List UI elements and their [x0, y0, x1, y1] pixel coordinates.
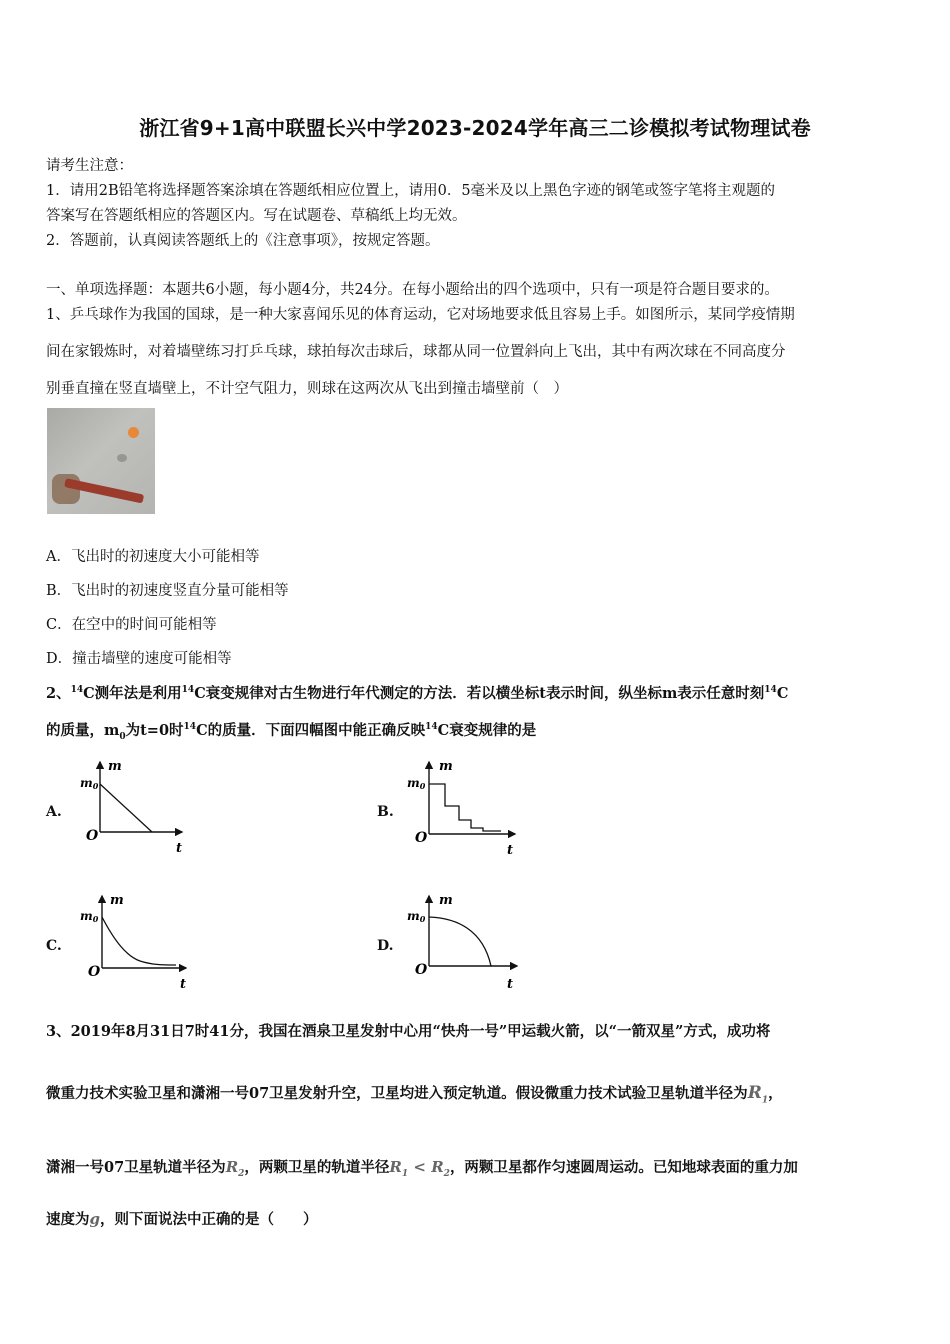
ping-pong-photo: [47, 408, 155, 514]
q3-stem-line-2: 微重力技术实验卫星和潇湘一号07卫星发射升空，卫星均进入预定轨道。假设微重力技术试验卫星轨道半径为$R_1$，: [46, 1083, 783, 1106]
q1-stem-line-3: 别垂直撞在竖直墙壁上，不计空气阻力，则球在这两次从飞出到撞击墙壁前（ ）: [46, 381, 568, 397]
y-label: m: [108, 759, 122, 774]
m0-label: m0: [407, 909, 426, 924]
notice-item-1-line-1: 1．请用2B铅笔将选择题答案涂填在答题纸相应位置上，请用0．5毫米及以上黑色字迹的钢笔或签字笔将主观题的: [46, 183, 776, 199]
notice-item-1-line-2: 答案写在答题纸相应的答题区内。写在试题卷、草稿纸上均无效。: [46, 208, 467, 224]
m0-label: m0: [80, 909, 99, 924]
decay-curve: [100, 784, 152, 832]
x-label: t: [507, 843, 514, 858]
q1-stem-line-2: 间在家锻炼时，对着墙壁练习打乒乓球，球拍每次击球后，球都从同一位置斜向上飞出，其中有两次球在不同高度分: [46, 344, 786, 360]
q1-option-d: D．撞击墙壁的速度可能相等: [46, 651, 232, 667]
graph-b: [405, 756, 520, 856]
section-heading: 一、单项选择题：本题共6小题，每小题4分，共24分。在每小题给出的四个选项中，只有一项是符合题目要求的。: [46, 282, 779, 298]
r2-symbol: $R_2$: [225, 1158, 245, 1179]
origin-label: O: [88, 964, 101, 980]
origin-label: O: [415, 830, 428, 846]
q2-option-a-label: A.: [46, 804, 62, 820]
radius-inequality: $R_1 < R_2$: [389, 1158, 450, 1179]
notice-heading: 请考生注意：: [46, 158, 133, 174]
q1-option-c: C．在空中的时间可能相等: [46, 617, 217, 633]
graph-a: [78, 756, 188, 856]
decay-curve: [429, 784, 501, 831]
y-label: m: [439, 759, 453, 774]
ball-shadow: [117, 454, 127, 462]
q3-stem-line-4: 速度为g，则下面说法中正确的是（ ）: [46, 1210, 318, 1228]
q3-stem-line-1: 3、2019年8月31日7时41分，我国在酒泉卫星发射中心用“快舟一号”甲运载火箭，以“一箭双星”方式，成功将: [46, 1023, 771, 1040]
q1-option-a: A．飞出时的初速度大小可能相等: [46, 549, 260, 565]
x-label: t: [180, 977, 187, 992]
q1-option-b: B．飞出时的初速度竖直分量可能相等: [46, 583, 289, 599]
q3-stem-line-3: 潇湘一号07卫星轨道半径为$R_2$，两颗卫星的轨道半径$R_1 < R_2$，两颗卫星都作匀速圆周运动。已知地球表面的重力加: [46, 1158, 798, 1179]
q2-option-c-label: C.: [46, 938, 62, 954]
page-title: 浙江省9+1高中联盟长兴中学2023-2024学年高三二诊模拟考试物理试卷: [139, 116, 811, 140]
g-symbol: g: [89, 1210, 100, 1228]
x-label: t: [507, 977, 514, 992]
ping-pong-ball: [128, 427, 139, 438]
r1-symbol: $R_1$: [747, 1083, 769, 1106]
notice-item-2: 2．答题前，认真阅读答题纸上的《注意事项》，按规定答题。: [46, 233, 440, 249]
decay-curve: [102, 917, 176, 965]
origin-label: O: [86, 828, 99, 844]
x-label: t: [176, 841, 183, 856]
graph-d: [405, 890, 523, 990]
graph-c: [78, 890, 193, 990]
m0-label: m0: [80, 776, 99, 791]
origin-label: O: [415, 962, 428, 978]
y-label: m: [110, 893, 124, 908]
q1-stem-line-1: 1、乒乓球作为我国的国球，是一种大家喜闻乐见的体育运动，它对场地要求低且容易上手。如图所示，某同学疫情期: [46, 307, 795, 323]
q2-stem-line-2: 的质量，$m_0$为t=0时$^{14}$C的质量．下面四幅图中能正确反映$^{14}$C衰变规律的是: [46, 722, 537, 742]
decay-curve: [429, 917, 491, 966]
m0-label: m0: [407, 776, 426, 791]
q2-option-b-label: B.: [377, 804, 394, 820]
y-label: m: [439, 893, 453, 908]
q2-option-d-label: D.: [377, 938, 394, 954]
q2-stem-line-1: 2、$^{14}$C测年法是利用$^{14}$C衰变规律对古生物进行年代测定的方法．若以横坐标t表示时间，纵坐标m表示任意时刻$^{14}$C: [46, 685, 789, 702]
